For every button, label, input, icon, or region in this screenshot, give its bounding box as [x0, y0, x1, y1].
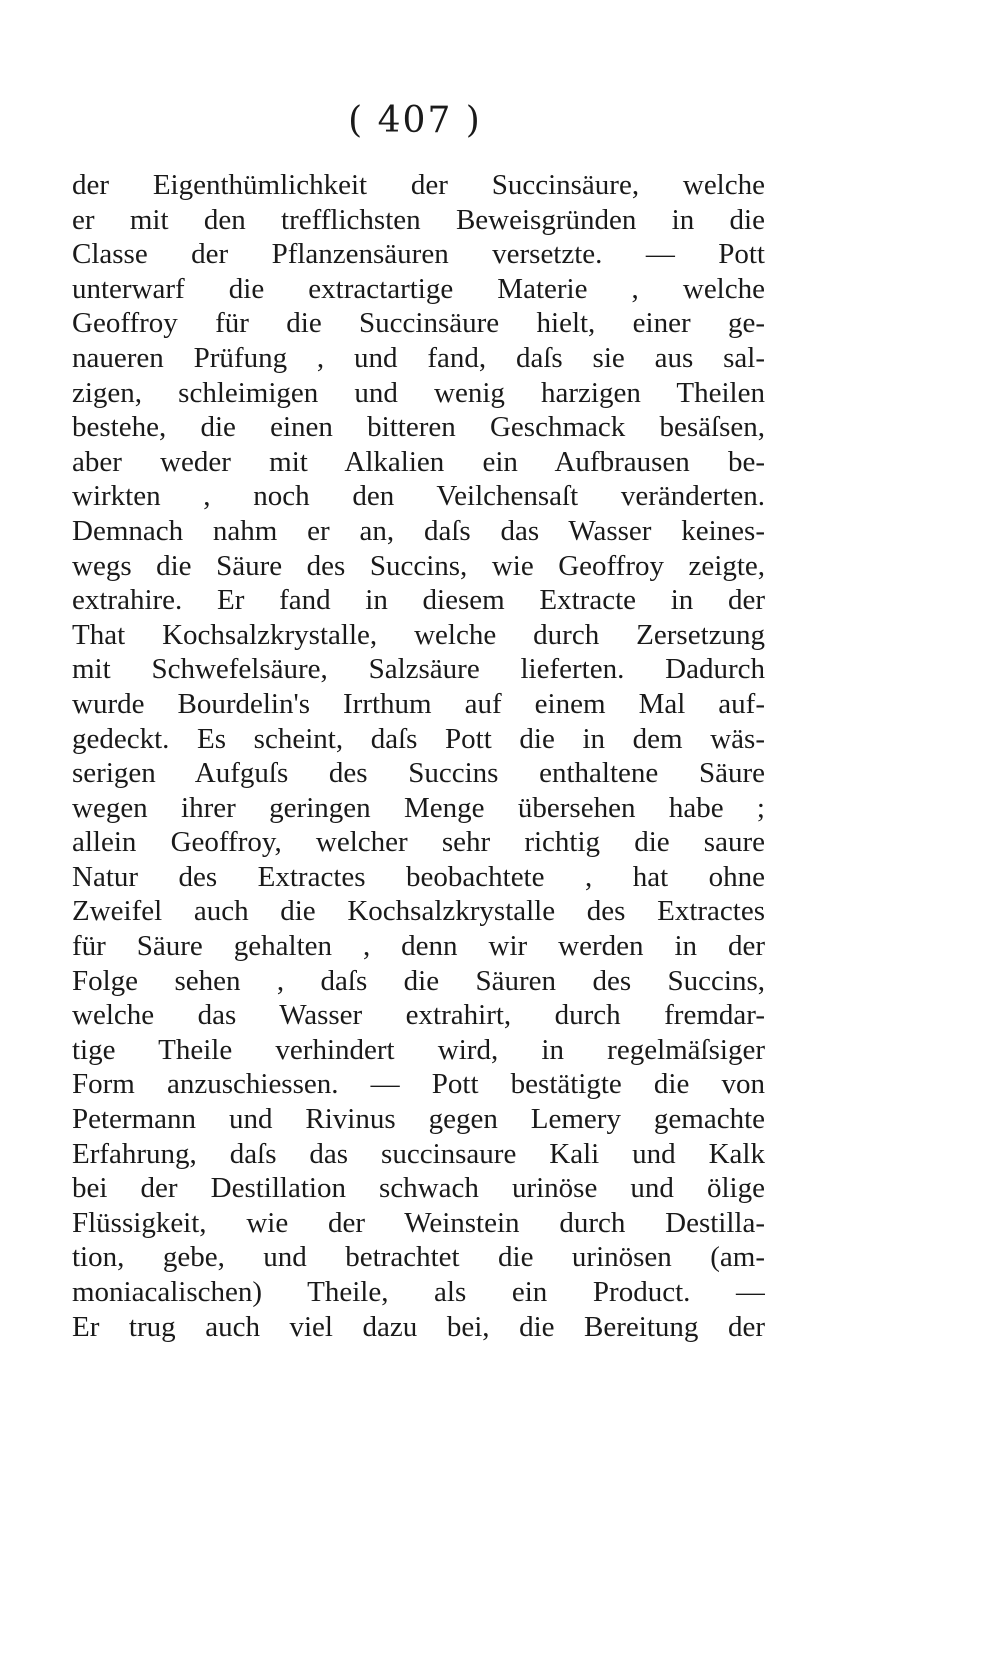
text-line: welche das Wasser extrahirt, durch fremdar- — [72, 999, 765, 1032]
text-line: Flüssigkeit, wie der Weinstein durch Destilla- — [72, 1206, 765, 1239]
text-line: aber weder mit Alkalien ein Aufbrausen be- — [72, 445, 765, 478]
text-line: bestehe, die einen bitteren Geschmack besäſsen, — [72, 411, 765, 444]
text-line: Natur des Extractes beobachtete , hat ohne — [72, 860, 765, 893]
text-line: Demnach nahm er an, daſs das Wasser keines- — [72, 514, 765, 547]
body-text — [72, 168, 765, 1344]
text-line: für Säure gehalten , denn wir werden in der — [72, 930, 765, 963]
text-line: Petermann und Rivinus gegen Lemery gemachte — [72, 1103, 765, 1136]
text-line: zigen, schleimigen und wenig harzigen Theilen — [72, 376, 765, 409]
text-line: tion, gebe, und betrachtet die urinösen (am- — [72, 1241, 765, 1274]
text-line: mit Schwefelsäure, Salzsäure lieferten. Dadurch — [72, 653, 765, 686]
text-line: Zweifel auch die Kochsalzkrystalle des Extractes — [72, 895, 765, 928]
text-line: moniacalischen) Theile, als ein Product. — — [72, 1276, 765, 1308]
text-line: That Kochsalzkrystalle, welche durch Zersetzung — [72, 618, 765, 651]
text-line: er mit den trefflichsten Beweisgründen in die — [72, 203, 765, 236]
text-line: Er trug auch viel dazu bei, die Bereitung der — [72, 1310, 765, 1343]
text-line: extrahire. Er fand in diesem Extracte in der — [72, 584, 765, 617]
page-number: ( 407 ) — [348, 100, 482, 141]
text-line: tige Theile verhindert wird, in regelmäſsiger — [72, 1033, 765, 1066]
text-line: wegen ihrer geringen Menge übersehen habe ; — [72, 791, 765, 824]
text-line: Folge sehen , daſs die Säuren des Succins, — [72, 964, 765, 997]
text-line: wurde Bourdelin's Irrthum auf einem Mal auf- — [72, 687, 765, 720]
text-line: allein Geoffroy, welcher sehr richtig die saure — [72, 826, 765, 859]
text-line: bei der Destillation schwach urinöse und ölige — [72, 1172, 765, 1205]
text-line: serigen Aufguſs des Succins enthaltene Säure — [72, 757, 765, 790]
text-line: Geoffroy für die Succinsäure hielt, einer ge- — [72, 307, 765, 340]
text-line: naueren Prüfung , und fand, daſs sie aus sal- — [72, 341, 765, 374]
text-line: wirkten , noch den Veilchensaſt veränderten. — [72, 480, 765, 513]
text-line: unterwarf die extractartige Materie , welche — [72, 272, 765, 305]
text-line: wegs die Säure des Succins, wie Geoffroy zeigte, — [72, 549, 765, 582]
text-line: der Eigenthümlichkeit der Succinsäure, welche — [72, 169, 765, 201]
text-line: Classe der Pflanzensäuren versetzte. — Pott — [72, 238, 765, 271]
text-line: Form anzuschiessen. — Pott bestätigte die von — [72, 1068, 765, 1101]
text-line: Erfahrung, daſs das succinsaure Kali und Kalk — [72, 1137, 765, 1170]
text-line: gedeckt. Es scheint, daſs Pott die in dem wäs- — [72, 722, 765, 755]
